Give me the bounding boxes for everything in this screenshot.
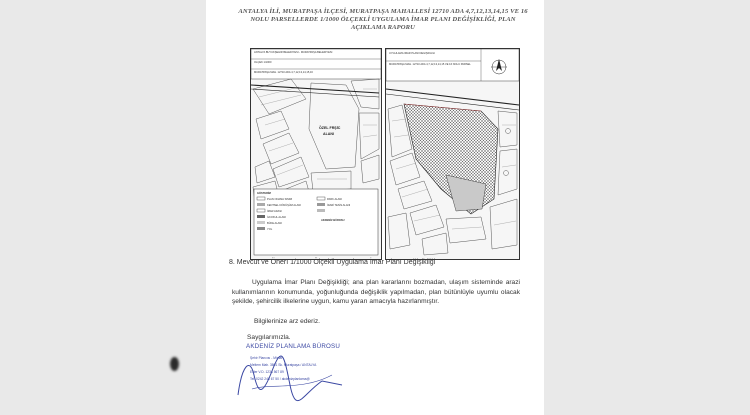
legend-item: KENTSEL DÖNÜŞÜM ALANI bbox=[267, 204, 301, 207]
report-paragraph: Uygulama İmar Planı Değişikliği; ana plan kararlarını bozmadan, ulaşım sisteminde arazi kullanımlarının konumunda, yoğunluğunda değişiklik yapılmadan, plan bütünlüyle uyumlu olacak şekilde, şehircilik ilkelerine uygun, kamu yararı amacıyla hazırlanmıştır. bbox=[232, 279, 520, 306]
legend-item: İDARİ TESİS ALANI bbox=[327, 204, 351, 207]
area-label-line1: ÖZEL FRŞİC bbox=[319, 126, 341, 130]
legend-item: BÜFE ALANI bbox=[267, 222, 282, 225]
legend-title: GÖSTERİM bbox=[257, 192, 271, 195]
document-title: ANTALYA İLİ, MURATPAŞA İLÇESİ, MURATPAŞA MAHALLESİ 12710 ADA 4,7,12,13,14,15 VE 16 NOLU PARSELLERDE 1/1000 ÖLÇEKLİ UYGULAMA İMAR PLANI DEĞİŞİKLİĞİ, PLAN AÇIKLAMA RAPORU bbox=[238, 8, 528, 32]
existing-plan-drawing bbox=[251, 49, 381, 259]
figure-caption: 8. Mevcut ve Önerı 1/1000 Ölçekli Uygulama İmar Planı Değişikliği bbox=[229, 259, 436, 266]
stamp-line: Şehir Plancısı - Mimar bbox=[250, 356, 283, 360]
closing-respect: Saygılarımızla. bbox=[247, 334, 291, 341]
stamp-line: Meltem Mah. 3801 Sk. Muratpaşa / ANTALYA bbox=[250, 363, 317, 367]
stamp-line: Etiler V.D. 1234 567 89 bbox=[250, 370, 284, 374]
legend-item: PLAN ONAMA SINIRI bbox=[267, 198, 293, 201]
left-map-header-1: ANTALYA BÜYÜKŞEHİR BELEDİYESİ - MURATPAŞA BELEDİYESİ bbox=[254, 51, 333, 54]
ink-blot bbox=[170, 357, 179, 371]
legend-note: AKDENİZ BÜROSU bbox=[321, 219, 345, 222]
right-map-header-2: MURATPAŞA MAH. 12710 ADA 4,7,12,13,14,15 VE 16 NOLU PARSEL bbox=[389, 63, 471, 66]
legend-item: PARK ALANI bbox=[327, 198, 342, 201]
area-label-line2: ALANI bbox=[323, 132, 334, 136]
existing-plan-map bbox=[250, 48, 382, 260]
office-stamp bbox=[232, 345, 352, 403]
legend-item: İMAR ADASI bbox=[267, 210, 282, 213]
right-map-header-1: UYGULAMA İMAR PLANI DEĞİŞİKLİĞİ bbox=[389, 52, 435, 55]
stamp-line: Tel: 0242 248 67 50 / akdenizplanlama@ bbox=[250, 377, 310, 381]
proposed-plan-drawing bbox=[386, 49, 519, 259]
legend-item: YOL bbox=[267, 228, 273, 231]
legend-item: İLKOKUL ALANI bbox=[267, 216, 286, 219]
closing-regards: Bilgilerinize arz ederiz. bbox=[254, 318, 320, 325]
left-map-header-2: ÖLÇEK 1/1000 bbox=[254, 61, 272, 64]
stamp-name: AKDENİZ PLANLAMA BÜROSU bbox=[246, 343, 340, 350]
left-map-header-3: MURATPAŞA MAH. 12710 ADA 4,7,12,13,14,15,16 bbox=[254, 71, 313, 74]
proposed-plan-map bbox=[385, 48, 520, 260]
